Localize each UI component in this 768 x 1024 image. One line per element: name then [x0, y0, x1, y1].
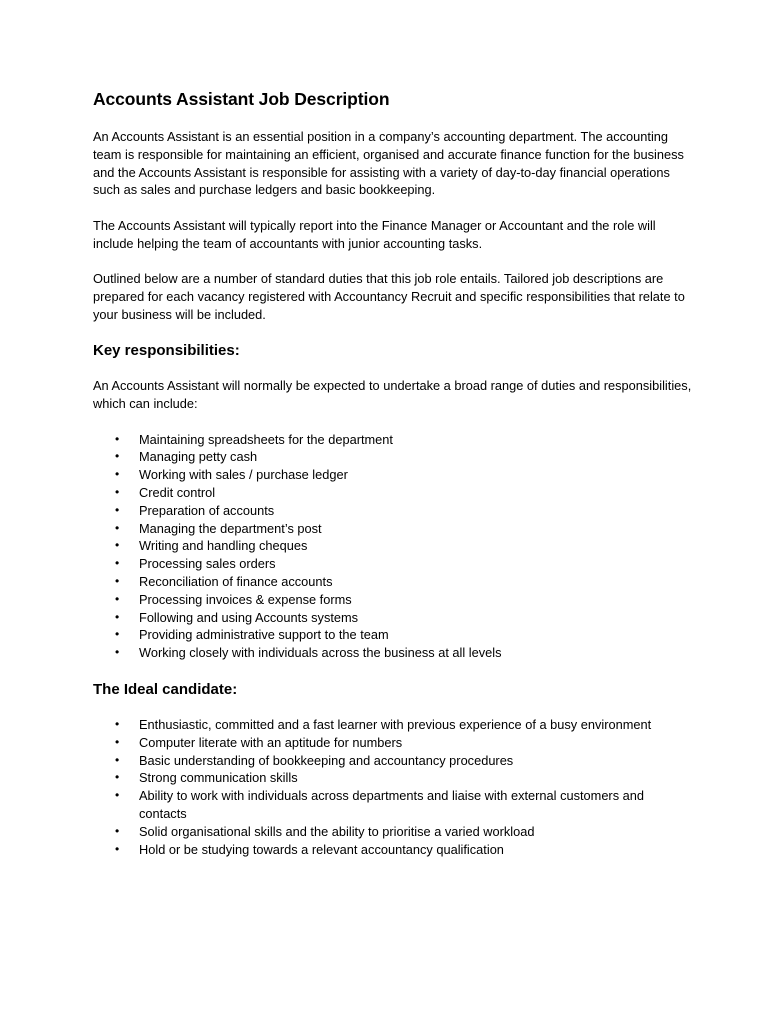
- list-item-text: Writing and handling cheques: [139, 538, 308, 554]
- list-item: [93, 431, 693, 449]
- list-item: [93, 609, 693, 627]
- ideal-candidate-list: [93, 716, 693, 858]
- bullet-icon: •: [115, 520, 120, 535]
- list-item-text: Enthusiastic, committed and a fast learner with previous experience of a busy environment: [139, 717, 652, 733]
- list-item: [93, 841, 693, 859]
- list-item-text: Working closely with individuals across the business at all levels: [139, 645, 502, 661]
- key-responsibilities-list: [93, 431, 693, 662]
- list-item: [93, 537, 693, 555]
- list-item-text: Working with sales / purchase ledger: [139, 467, 348, 483]
- list-item-text: Processing sales orders: [139, 556, 276, 572]
- list-item: [93, 734, 693, 752]
- bullet-icon: •: [115, 485, 120, 500]
- bullet-icon: •: [115, 752, 120, 767]
- list-item: [93, 573, 693, 591]
- list-item: [93, 555, 693, 573]
- list-item: [93, 484, 693, 502]
- list-item-text: Reconciliation of finance accounts: [139, 574, 333, 590]
- list-item-text: Solid organisational skills and the ability to prioritise a varied workload: [139, 823, 535, 839]
- list-item-text: Strong communication skills: [139, 770, 298, 786]
- bullet-icon: •: [115, 823, 120, 838]
- bullet-icon: •: [115, 574, 120, 589]
- intro-paragraph-2: The Accounts Assistant will typically report into the Finance Manager or Accountant and the role will include helping the team of accountants with junior accounting tasks.: [93, 217, 656, 251]
- list-item-text: Processing invoices & expense forms: [139, 591, 352, 607]
- list-item: [93, 626, 693, 644]
- list-item-text: Managing the department’s post: [139, 520, 322, 536]
- bullet-icon: •: [115, 841, 120, 856]
- list-item: [93, 787, 693, 823]
- bullet-icon: •: [115, 717, 120, 732]
- list-item: [93, 716, 693, 734]
- document-page: [93, 88, 693, 876]
- bullet-icon: •: [115, 645, 120, 660]
- list-item-text: Basic understanding of bookkeeping and accountancy procedures: [139, 752, 514, 768]
- list-item-text: Preparation of accounts: [139, 502, 275, 518]
- list-item: [93, 502, 693, 520]
- ideal-candidate-heading: The Ideal candidate:: [93, 681, 238, 699]
- list-item-text: Credit control: [139, 485, 216, 501]
- list-item-text: Following and using Accounts systems: [139, 609, 359, 625]
- list-item-text: Providing administrative support to the team: [139, 627, 389, 643]
- list-item-text: Computer literate with an aptitude for numbers: [139, 734, 403, 750]
- document-title: Accounts Assistant Job Description: [93, 89, 390, 109]
- list-item-text: Managing petty cash: [139, 449, 258, 465]
- list-item: [93, 644, 693, 662]
- list-item: [93, 466, 693, 484]
- bullet-icon: •: [115, 556, 120, 571]
- bullet-icon: •: [115, 591, 120, 606]
- bullet-icon: •: [115, 467, 120, 482]
- bullet-icon: •: [115, 734, 120, 749]
- list-item: [93, 752, 693, 770]
- bullet-icon: •: [115, 449, 120, 464]
- list-item-text: Maintaining spreadsheets for the department: [139, 431, 393, 447]
- bullet-icon: •: [115, 431, 120, 446]
- bullet-icon: •: [115, 609, 120, 624]
- bullet-icon: •: [115, 502, 120, 517]
- list-item-text: Hold or be studying towards a relevant accountancy qualification: [139, 841, 504, 857]
- intro-paragraph-3: Outlined below are a number of standard duties that this job role entails. Tailored job descriptions are prepared for each vacancy registered with Accountancy Recruit and specific responsibilities that relate to your business will be included.: [93, 271, 685, 322]
- list-item: [93, 448, 693, 466]
- list-item: [93, 520, 693, 538]
- list-item-text: Ability to work with individuals across departments and liaise with external customers and contacts: [139, 788, 644, 821]
- bullet-icon: •: [115, 627, 120, 642]
- key-responsibilities-intro: An Accounts Assistant will normally be expected to undertake a broad range of duties and responsibilities, which can include:: [93, 378, 692, 412]
- intro-paragraph-1: An Accounts Assistant is an essential position in a company’s accounting department. The accounting team is responsible for maintaining an efficient, organised and accurate finance function for the business and the Accounts Assistant is responsible for assisting with a variety of day-to-day financial operations such as sales and purchase ledgers and basic bookkeeping.: [93, 129, 684, 198]
- bullet-icon: •: [115, 788, 120, 803]
- list-item: [93, 823, 693, 841]
- bullet-icon: •: [115, 770, 120, 785]
- list-item: [93, 769, 693, 787]
- key-responsibilities-heading: Key responsibilities:: [93, 342, 240, 360]
- bullet-icon: •: [115, 538, 120, 553]
- list-item: [93, 591, 693, 609]
